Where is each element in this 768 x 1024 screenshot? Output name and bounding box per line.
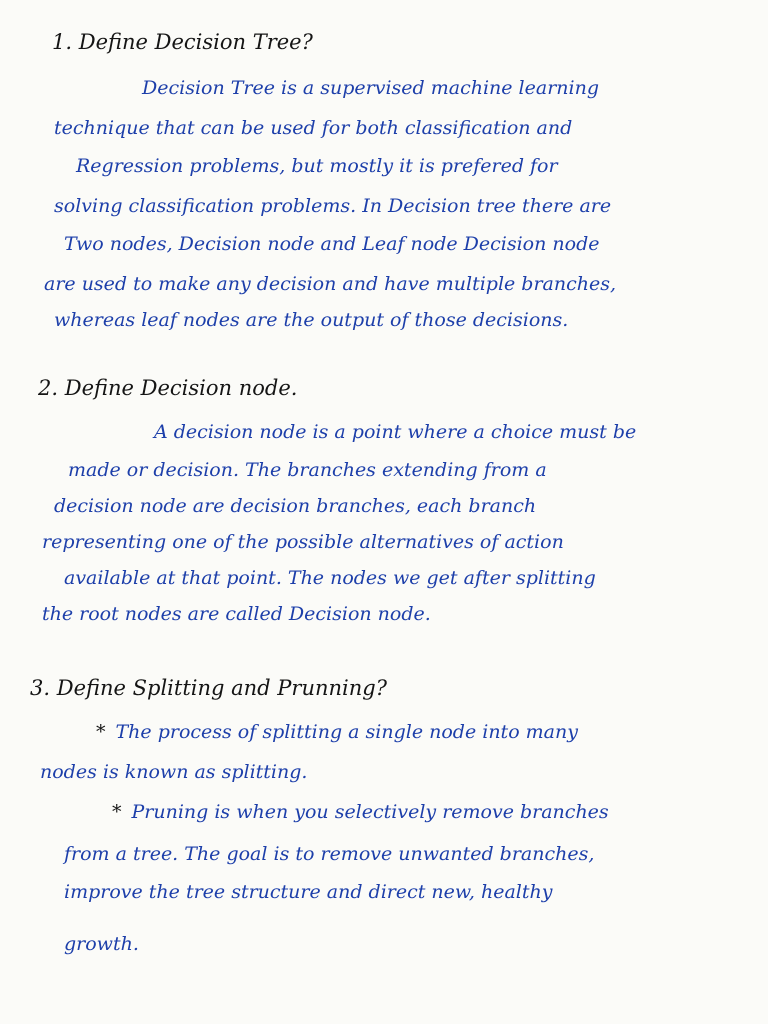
q1-line-4: solving classification problems. In Decision tree there are bbox=[54, 195, 612, 217]
q2-title: Define Decision node. bbox=[64, 376, 298, 400]
q1-line-3: Regression problems, but mostly it is prefered for bbox=[76, 155, 558, 177]
q3-line-6: growth. bbox=[64, 933, 139, 955]
q1-line-5: Two nodes, Decision node and Leaf node Decision node bbox=[64, 233, 600, 255]
q2-line-1: A decision node is a point where a choice must be bbox=[154, 421, 637, 443]
q3-line-1-text: The process of splitting a single node into many bbox=[115, 721, 578, 743]
q3-title: Define Splitting and Prunning? bbox=[56, 676, 387, 700]
q3-line-2: nodes is known as splitting. bbox=[40, 761, 308, 783]
q2-line-2: made or decision. The branches extending from a bbox=[68, 459, 547, 481]
q1-line-1: Decision Tree is a supervised machine learning bbox=[142, 77, 600, 99]
q3-number: 3. bbox=[30, 676, 51, 700]
q2-heading bbox=[38, 376, 297, 400]
q3-heading bbox=[30, 676, 387, 700]
bullet-star-icon: * bbox=[112, 801, 122, 823]
q2-number: 2. bbox=[38, 376, 59, 400]
q1-line-7: whereas leaf nodes are the output of those decisions. bbox=[54, 309, 569, 331]
q2-line-6: the root nodes are called Decision node. bbox=[42, 603, 431, 625]
q3-line-3-text: Pruning is when you selectively remove branches bbox=[131, 801, 609, 823]
q3-line-1 bbox=[96, 720, 578, 744]
bullet-star-icon: * bbox=[96, 721, 106, 743]
q1-line-2: technique that can be used for both classification and bbox=[54, 117, 573, 139]
q3-line-4: from a tree. The goal is to remove unwanted branches, bbox=[64, 843, 595, 865]
q2-line-3: decision node are decision branches, each branch bbox=[54, 495, 537, 517]
q1-line-6: are used to make any decision and have multiple branches, bbox=[44, 273, 617, 295]
q2-line-4: representing one of the possible alternatives of action bbox=[42, 531, 564, 553]
q2-line-5: available at that point. The nodes we get after splitting bbox=[64, 567, 596, 589]
q1-number: 1. bbox=[52, 30, 73, 54]
q3-line-3 bbox=[112, 800, 609, 824]
q1-title: Define Decision Tree? bbox=[78, 30, 313, 54]
q3-line-5: improve the tree structure and direct new, healthy bbox=[64, 881, 553, 903]
q1-heading bbox=[52, 30, 313, 54]
